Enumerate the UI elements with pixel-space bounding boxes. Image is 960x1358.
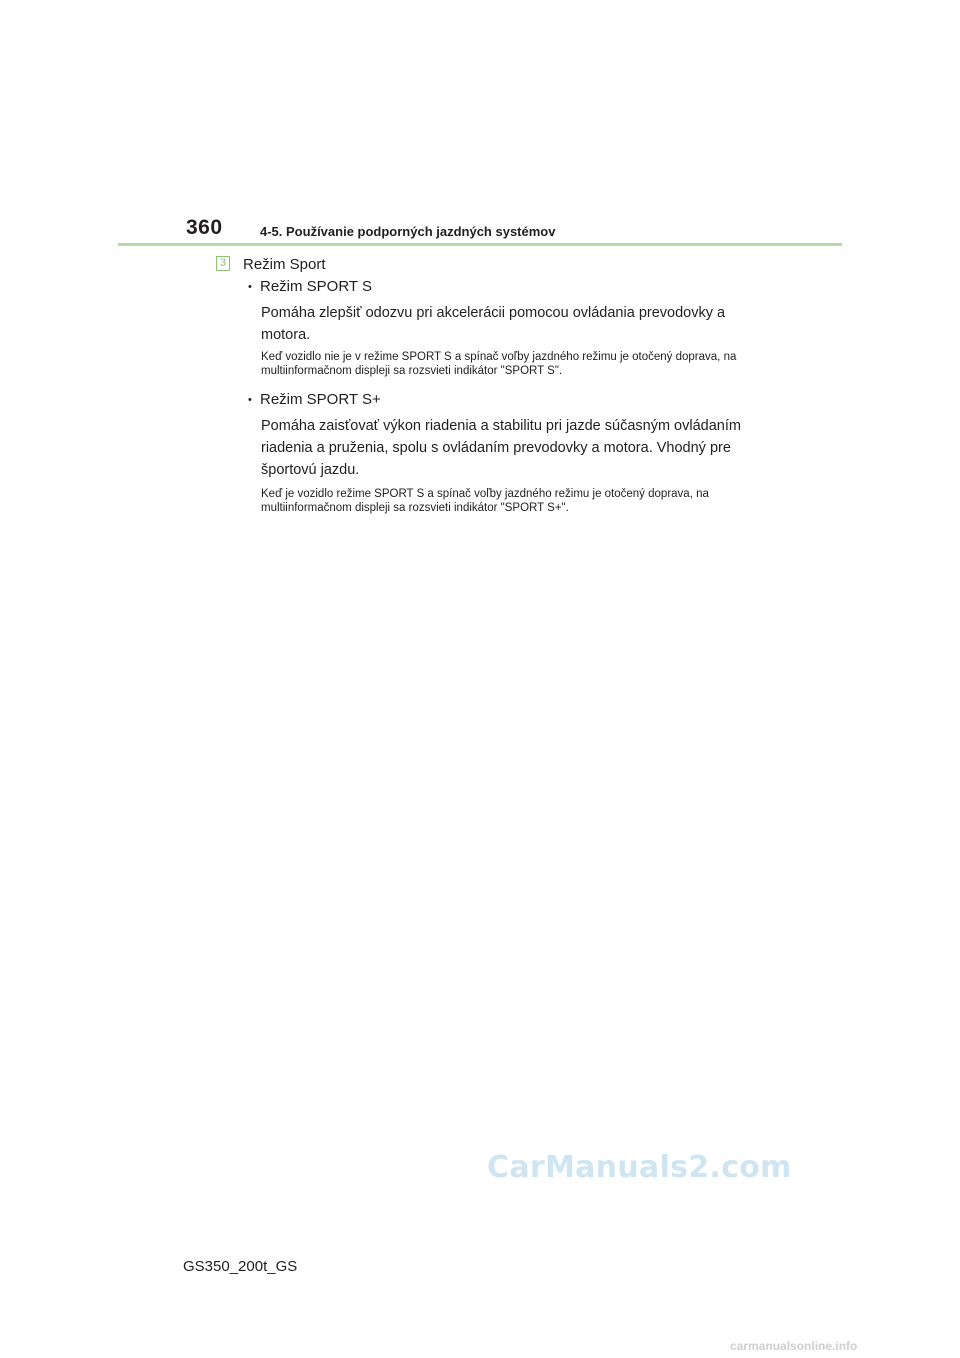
header-divider [118,243,842,246]
bullet-icon: • [248,394,252,406]
footer-site-watermark: carmanualsonline.info [730,1339,858,1353]
item-paragraph: Pomáha zlepšiť odozvu pri akcelerácii pomocou ovládania prevodovky a motora. [261,305,726,343]
section-title: 4-5. Používanie podporných jazdných systémov [260,224,556,239]
item-note: Keď vozidlo nie je v režime SPORT S a spínač voľby jazdného režimu je otočený doprava, na multiinformačnom displeji sa rozsvieti indikátor "SPORT S". [261,351,737,377]
list-item-title: Režim SPORT S [260,278,372,295]
section-heading: Režim Sport [243,256,326,273]
list-item-title: Režim SPORT S+ [260,391,381,408]
page-number: 360 [186,216,223,239]
list-item-sport-s [248,278,372,295]
watermark-logo: CarManuals2.com [487,1150,792,1185]
bullet-icon: • [248,281,252,293]
item-paragraph: Pomáha zaisťovať výkon riadenia a stabilitu pri jazde súčasným ovládaním riadenia a pruženia, spolu s ovládaním prevodovky a motora. Vhodný pre športovú jazdu. [261,418,741,478]
step-number-badge: 3 [216,256,230,271]
item-note: Keď je vozidlo režime SPORT S a spínač voľby jazdného režimu je otočený doprava, na multiinformačnom displeji sa rozsvieti indikátor "SPORT S+". [261,488,709,514]
list-item-sport-s-plus [248,391,381,408]
footer-model-code: GS350_200t_GS [183,1258,298,1275]
